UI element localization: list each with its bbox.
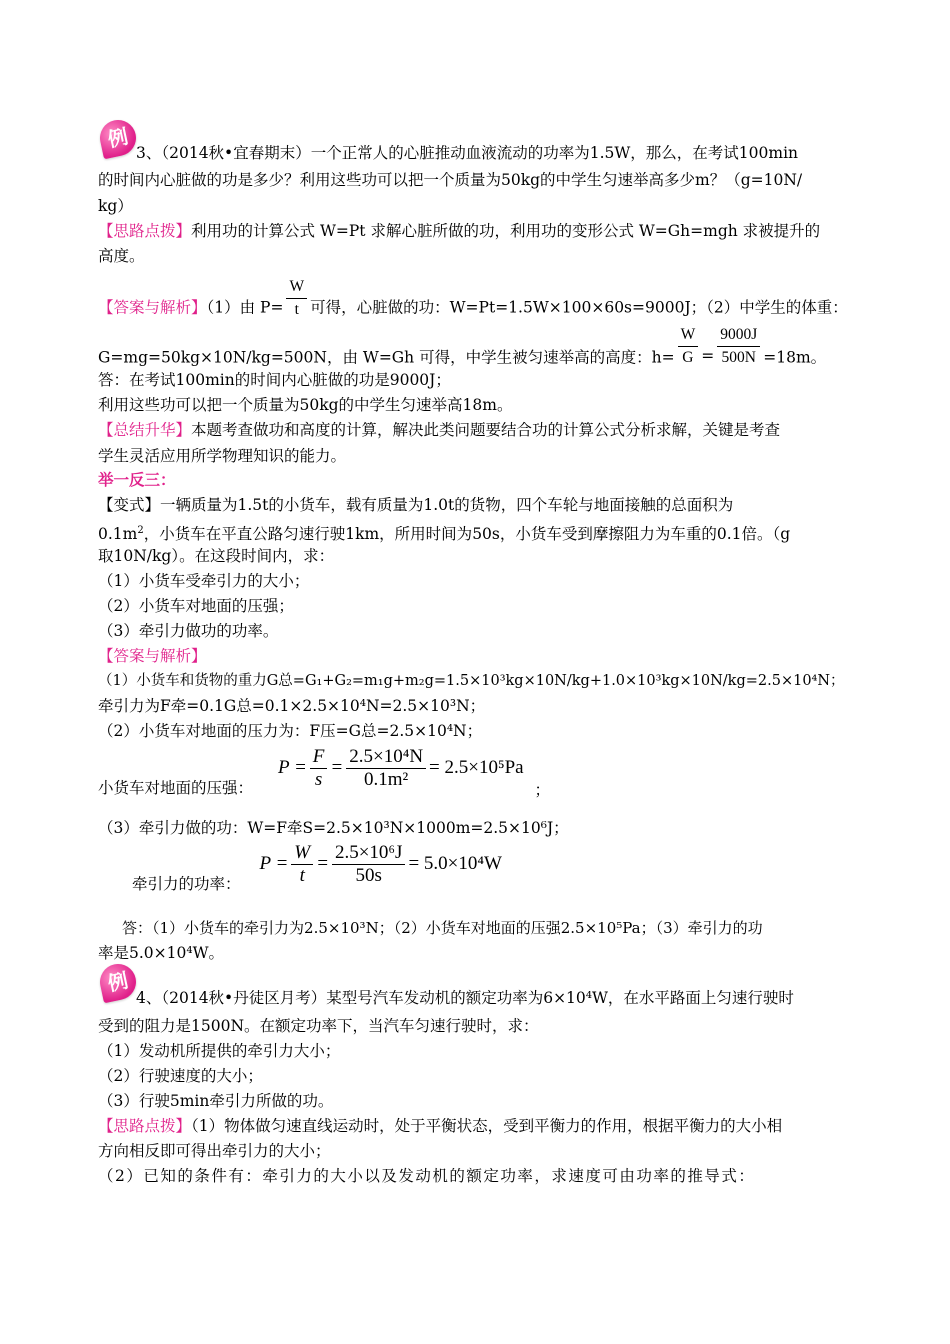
ex3-summary-line-2: 学生灵活应用所学物理知识的能力。 [98, 447, 347, 465]
power-fraction-1 [291, 842, 313, 887]
ex4-hint-line-3: （2）已知的条件有：牵引力的大小以及发动机的额定功率，求速度可由功率的推导式： [98, 1167, 756, 1185]
formula-lhs: P = [259, 853, 289, 874]
variant-tag: 【变式】 [98, 496, 161, 514]
ex4-question-2: （2）行驶速度的大小； [98, 1067, 263, 1085]
ex3-conclusion-2: 利用这些功可以把一个质量为50kg的中学生匀速举高18m。 [98, 396, 513, 414]
ex3-hint-line-1 [98, 221, 854, 241]
power-fraction-2 [332, 842, 405, 887]
height-fraction-2 [717, 324, 760, 369]
fraction-numerator: W [678, 324, 699, 347]
pressure-semicolon: ； [534, 781, 551, 799]
summary-tag: 【总结升华】 [98, 421, 192, 439]
fraction-denominator: t [294, 301, 299, 318]
fraction-numerator: 2.5×10⁴N [346, 746, 426, 769]
variant-question-3: （3）牵引力做功的功率。 [98, 622, 279, 640]
pressure-formula-line [98, 742, 854, 798]
variant-text-2: ，小货车在平直公路匀速行驶1km，所用时间为50s，小货车受到摩擦阻力为车重的0.1倍。（g [143, 525, 791, 544]
hint-text: 利用功的计算公式 W=Pt 求解心脏所做的功，利用功的变形公式 W=Gh=mgh 求被提升的 [191, 222, 821, 240]
ex4-question-3: （3）行驶5min牵引力所做的功。 [98, 1092, 334, 1110]
power-formula-fraction [286, 276, 307, 321]
formula-rhs: = 2.5×10⁵Pa [429, 757, 524, 778]
ex3-summary-line-1 [98, 420, 854, 440]
pressure-label: 小货车对地面的压强： [98, 779, 254, 797]
hint-text: （1）物体做匀速直线运动时，处于平衡状态，受到平衡力的作用，根据平衡力的大小相 [191, 1117, 783, 1135]
summary-text: 本题考查做功和高度的计算，解决此类问题要结合功的计算公式分析求解，关键是考查 [191, 421, 781, 439]
ex3-hint-line-2: 高度。 [98, 247, 145, 265]
fraction-numerator: W [286, 276, 307, 299]
answer-tag: 【答案与解析】 [98, 298, 207, 317]
variant-line-1 [98, 495, 854, 515]
ex3-conclusion-1: 答：在考试100min的时间内心脏做的功是9000J； [98, 371, 451, 389]
power-formula-line [98, 838, 854, 894]
ex4-line-1: 4、（2014秋•丹徒区月考）某型号汽车发动机的额定功率为6×10⁴W，在水平路面上匀速行驶时 [136, 989, 794, 1007]
pressure-fraction-2 [346, 746, 426, 791]
variant-solution-4: （3）牵引力做的功：W=F牵S=2.5×10³N×1000m=2.5×10⁶J； [98, 819, 569, 837]
fraction-denominator: 500N [721, 349, 756, 366]
hint-tag: 【思路点拨】 [98, 1117, 192, 1135]
fraction-numerator: W [291, 842, 313, 865]
fraction-denominator: 0.1m² [364, 768, 409, 790]
answer-text-a: （1）由 P= [206, 298, 284, 317]
variant-solution-1: （1）小货车和货物的重力G总=G₁+G₂=m₁g+m₂g=1.5×10³kg×10N/kg+1.0×10³kg×10N/kg=2.5×10⁴N； [98, 673, 845, 689]
answer-text-b: 可得，心脏做的功：W=Pt=1.5W×100×60s=9000J；（2）中学生的体重： [310, 298, 848, 317]
fraction-numerator: 9000J [717, 324, 760, 347]
fraction-denominator: s [314, 768, 323, 790]
ex4-line-2: 受到的阻力是1500N。在额定功率下，当汽车匀速行驶时，求： [98, 1017, 539, 1035]
example-badge-3: 例 [97, 117, 140, 160]
hint-tag: 【思路点拨】 [98, 222, 192, 240]
variant-line-2: $0.1m^2$，小货车在平直公路匀速行驶1km，所用时间为50s，小货车受到摩擦阻力为车重的0.1倍。（g [98, 525, 791, 544]
ex4-question-1: （1）发动机所提供的牵引力大小； [98, 1042, 341, 1060]
fraction-denominator: t [299, 864, 305, 886]
variant-question-1: （1）小货车受牵引力的大小； [98, 572, 310, 590]
answer-text-c: G=mg=50kg×10N/kg=500N，由 W=Gh 可得，中学生被匀速举高的高度：h= [98, 348, 675, 367]
fraction-numerator: F [310, 746, 328, 769]
fraction-denominator: 50s [355, 864, 382, 886]
variant-solution-2: 牵引力为F牵=0.1G总=0.1×2.5×10⁴N=2.5×10³N； [98, 697, 486, 715]
variant-final-1: 答：（1）小货车的牵引力为2.5×10³N；（2）小货车对地面的压强2.5×10⁵Pa；（3）牵引力的功 [122, 919, 763, 937]
height-result: =18m。 [763, 348, 827, 367]
variant-final-2: 率是5.0×10⁴W。 [98, 944, 225, 962]
area-value: 0.1m [98, 525, 138, 544]
height-fraction-1 [678, 324, 699, 369]
power-label: 牵引力的功率： [132, 875, 241, 893]
power-formula: P = $\frac{W}{t}$ = $\frac{\text{2.5×10⁶J}}{50s}$ = 5.0×10⁴W [259, 836, 501, 892]
pressure-fraction-1 [310, 746, 328, 791]
fraction-denominator: G [682, 349, 694, 366]
formula-lhs: P = [277, 757, 307, 778]
example-badge-4: 例 [97, 961, 140, 1004]
variant-line-3: 取10N/kg）。在这段时间内，求： [98, 547, 335, 565]
fraction-numerator: 2.5×10⁶J [332, 842, 405, 865]
variant-solution-3: （2）小货车对地面的压力为：F压=G总=2.5×10⁴N； [98, 722, 483, 740]
ex4-hint-line-1 [98, 1116, 854, 1136]
ex3-line-2: 的时间内心脏做的功是多少？利用这些功可以把一个质量为50kg的中学生匀速举高多少m？（g=10N/ [98, 171, 803, 189]
ex4-hint-line-2: 方向相反即可得出牵引力的大小； [98, 1142, 331, 1160]
ex3-line-1: 3、（2014秋•宜春期末）一个正常人的心脏推动血液流动的功率为1.5W，那么，在考试100min [136, 144, 799, 162]
variant-text: 一辆质量为1.5t的小货车，载有质量为1.0t的货物，四个车轮与地面接触的总面积为 [160, 496, 734, 514]
ex3-line-3: kg） [98, 197, 133, 215]
formula-rhs: = 5.0×10⁴W [408, 853, 502, 874]
variant-answer-tag: 【答案与解析】 [98, 647, 207, 665]
variant-heading: 举一反三： [98, 470, 176, 489]
equals-sign: = [701, 346, 715, 365]
variant-question-2: （2）小货车对地面的压强； [98, 597, 294, 615]
pressure-formula: P = $\frac{F}{s}$ = $\frac{\text{2.5×10⁴N}}{\text{0.1m²}}$ = 2.5×10⁵Pa [278, 740, 524, 796]
